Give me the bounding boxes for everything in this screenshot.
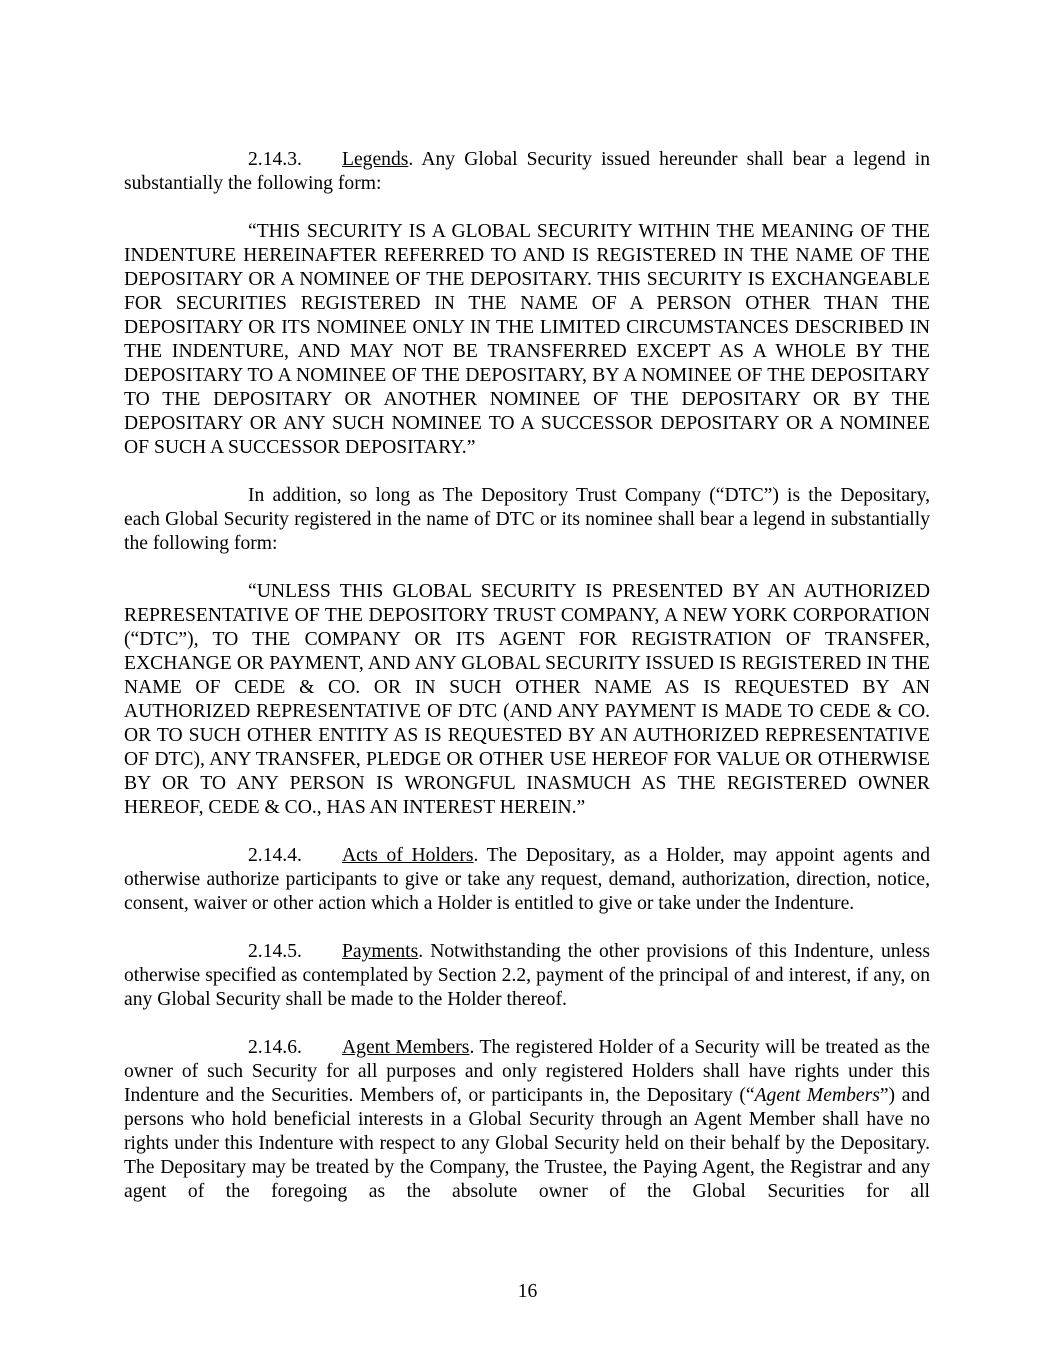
section-heading: Agent Members [342, 1037, 470, 1058]
section-heading: Acts of Holders [342, 845, 474, 866]
section-2-14-3 [124, 148, 930, 196]
legend-quote-global-security: “THIS SECURITY IS A GLOBAL SECURITY WITHIN THE MEANING OF THE INDENTURE HEREINAFTER REFERRED TO AND IS REGISTERED IN THE NAME OF THE DEPOSITARY OR A NOMINEE OF THE DEPOSITARY. THIS SECURITY IS EXCHANGEABLE FOR SECURITIES REGISTERED IN THE NAME OF A PERSON OTHER THAN THE DEPOSITARY OR ITS NOMINEE ONLY IN THE LIMITED CIRCUMSTANCES DESCRIBED IN THE INDENTURE, AND MAY NOT BE TRANSFERRED EXCEPT AS A WHOLE BY THE DEPOSITARY TO A NOMINEE OF THE DEPOSITARY, BY A NOMINEE OF THE DEPOSITARY TO THE DEPOSITARY OR ANOTHER NOMINEE OF THE DEPOSITARY OR BY THE DEPOSITARY OR ANY SUCH NOMINEE TO A SUCCESSOR DEPOSITARY OR A NOMINEE OF SUCH A SUCCESSOR DEPOSITARY.” [124, 221, 930, 458]
document-page [124, 148, 930, 1228]
section-text: . The Depositary, as a Holder, may appoint agents and otherwise authorize participants to give or take any request, demand, authorization, direction, notice, consent, waiver or other action which a Holder is entitled to give or take under the Indenture. [124, 845, 930, 914]
section-heading: Payments [342, 941, 419, 962]
section-text-before: . The registered Holder of a Security will be treated as the owner of such Security for all purposes and only registered Holders shall have rights under this Indenture and the Securities. Members of, or participants in, the Depositary (“ [124, 1037, 930, 1106]
section-text: . Notwithstanding the other provisions of this Indenture, unless otherwise specified as contemplated by Section 2.2, payment of the principal of and interest, if any, on any Global Security shall be made to the Holder thereof. [124, 941, 930, 1010]
section-heading: Legends [342, 149, 409, 170]
section-text: . Any Global Security issued hereunder shall bear a legend in substantially the following form: [124, 149, 930, 194]
legend-quote-dtc: “UNLESS THIS GLOBAL SECURITY IS PRESENTED BY AN AUTHORIZED REPRESENTATIVE OF THE DEPOSITORY TRUST COMPANY, A NEW YORK CORPORATION (“DTC”), TO THE COMPANY OR ITS AGENT FOR REGISTRATION OF TRANSFER, EXCHANGE OR PAYMENT, AND ANY GLOBAL SECURITY ISSUED IS REGISTERED IN THE NAME OF CEDE & CO. OR IN SUCH OTHER NAME AS IS REQUESTED BY AN AUTHORIZED REPRESENTATIVE OF DTC (AND ANY PAYMENT IS MADE TO CEDE & CO. OR TO SUCH OTHER ENTITY AS IS REQUESTED BY AN AUTHORIZED REPRESENTATIVE OF DTC), ANY TRANSFER, PLEDGE OR OTHER USE HEREOF FOR VALUE OR OTHERWISE BY OR TO ANY PERSON IS WRONGFUL INASMUCH AS THE REGISTERED OWNER HEREOF, CEDE & CO., HAS AN INTEREST HEREIN.” [124, 581, 930, 818]
section-2-14-6 [124, 1036, 930, 1204]
defined-term: Agent Members [754, 1085, 880, 1106]
section-text-after: ”) and persons who hold beneficial interests in a Global Security through an Agent Member shall have no rights under this Indenture with respect to any Global Security held on their behalf by the Depositary. The Depositary may be treated by the Company, the Trustee, the Paying Agent, the Registrar and any agent of the foregoing as the absolute owner of the Global Securities for all [124, 1085, 930, 1202]
page-number: 16 [517, 1281, 538, 1302]
section-number: 2.14.6. [248, 1037, 302, 1058]
dtc-intro-paragraph: In addition, so long as The Depository Trust Company (“DTC”) is the Depositary, each Global Security registered in the name of DTC or its nominee shall bear a legend in substantially the following form: [124, 485, 930, 554]
section-number: 2.14.4. [248, 845, 302, 866]
section-number: 2.14.5. [248, 941, 302, 962]
section-number: 2.14.3. [248, 149, 302, 170]
section-2-14-4 [124, 844, 930, 916]
section-2-14-5 [124, 940, 930, 1012]
